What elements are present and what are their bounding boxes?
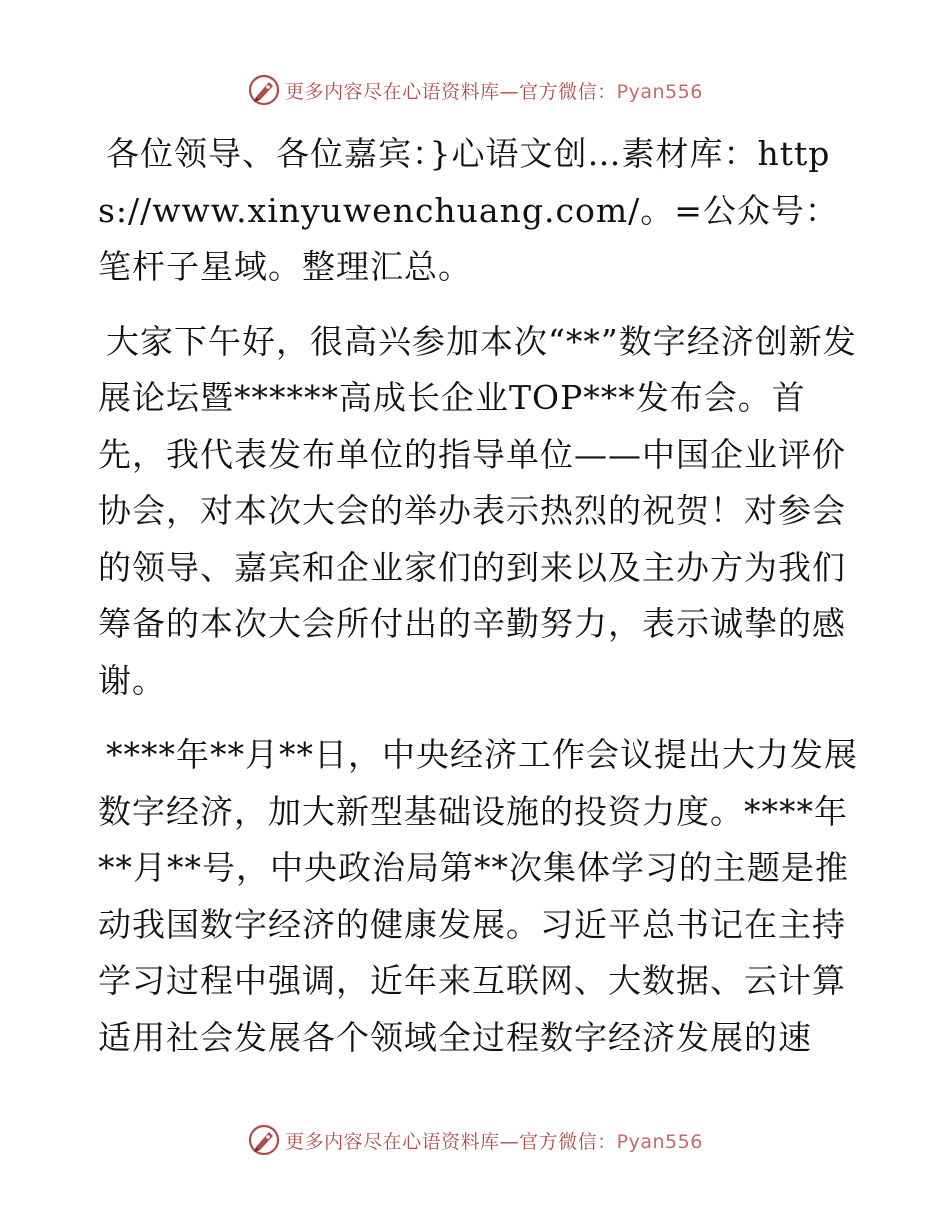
- document-body: [98, 126, 858, 1084]
- header-banner: [0, 70, 950, 110]
- footer-banner: [0, 1120, 950, 1160]
- pen-nib-logo-icon: [247, 1123, 281, 1157]
- footer-banner-text: 更多内容尽在心语资料库—官方微信：Pyan556: [285, 1130, 703, 1153]
- paragraph-greeting: 各位领导、各位嘉宾：}心语文创…素材库：https://www.xinyuwenchuang.com/。=公众号：笔杆子星域。整理汇总。: [98, 134, 839, 286]
- footer-wechat-handle: Pyan556: [616, 1130, 703, 1153]
- paragraph-background: ****年**月**日，中央经济工作会议提出大力发展数字经济，加大新型基础设施的投资力度。****年**月**号，中央政治局第**次集体学习的主题是推动我国数字经济的健康发展。习近平总书记在主持学习过程中强调，近年来互联网、大数据、云计算适用社会发展各个领域全过程数字经济发展的速: [98, 735, 858, 1057]
- pen-nib-logo-icon: [247, 73, 281, 107]
- header-banner-text: 更多内容尽在心语资料库—官方微信：Pyan556: [285, 80, 703, 103]
- paragraph-opening: 大家下午好，很高兴参加本次“**”数字经济创新发展论坛暨******高成长企业TOP***发布会。首先，我代表发布单位的指导单位——中国企业评价协会，对本次大会的举办表示热烈的祝贺！对参会的领导、嘉宾和企业家们的到来以及主办方为我们筹备的本次大会所付出的辛勤努力，表示诚挚的感谢。: [98, 321, 857, 700]
- header-wechat-handle: Pyan556: [616, 80, 703, 103]
